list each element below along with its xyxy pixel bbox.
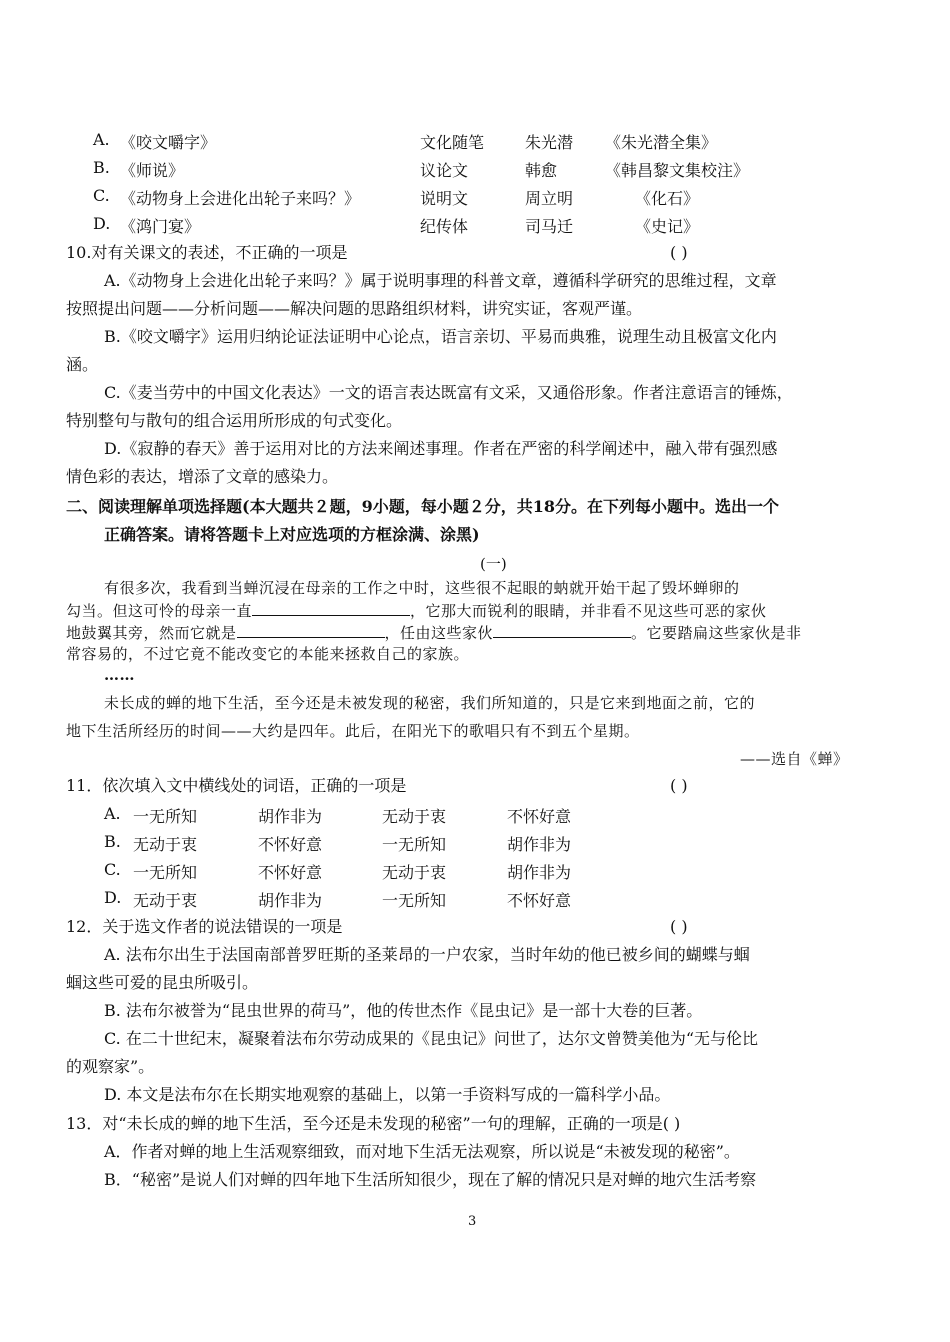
option-word: 胡作非为 bbox=[507, 835, 572, 854]
option-label: C. bbox=[104, 860, 121, 879]
work-source: 《史记》 bbox=[635, 217, 700, 236]
work-source: 《朱光潜全集》 bbox=[605, 133, 718, 152]
option-line: A．作者对蝉的地上生活观察细致，而对地下生活无法观察，所以说是“未被发现的秘密”。 bbox=[104, 1142, 740, 1161]
answer-parentheses: ( ) bbox=[670, 917, 688, 936]
question-stem: 11．依次填入文中横线处的词语，正确的一项是 bbox=[66, 776, 407, 795]
part-label: (一) bbox=[480, 555, 507, 573]
option-line: 涵。 bbox=[66, 355, 99, 374]
option-word: 不怀好意 bbox=[507, 807, 572, 826]
work-author: 韩愈 bbox=[525, 161, 558, 180]
fill-blank-2 bbox=[237, 622, 385, 638]
work-source: 《韩昌黎文集校注》 bbox=[605, 161, 750, 180]
answer-parentheses: ( ) bbox=[670, 243, 688, 262]
option-label: C. bbox=[93, 186, 110, 205]
option-line: 情色彩的表达，增添了文章的感染力。 bbox=[66, 467, 339, 486]
work-genre: 文化随笔 bbox=[420, 133, 485, 152]
option-word: 胡作非为 bbox=[258, 807, 323, 826]
option-word: 胡作非为 bbox=[258, 891, 323, 910]
option-label: A. bbox=[93, 130, 110, 149]
option-line: A. 法布尔出生于法国南部普罗旺斯的圣莱昂的一户农家，当时年幼的他已被乡间的蝴蝶与蝈 bbox=[104, 945, 750, 964]
passage-line: 有很多次，我看到当蝉沉浸在母亲的工作之中时，这些很不起眼的蚋就开始干起了毁坏蝉卵的 bbox=[104, 579, 740, 597]
work-title: 《动物身上会进化出轮子来吗？》 bbox=[120, 189, 361, 208]
option-line: D.《寂静的春天》善于运用对比的方法来阐述事理。作者在严密的科学阐述中，融入带有强烈感 bbox=[104, 439, 778, 458]
option-label: B. bbox=[93, 158, 110, 177]
option-word: 无动于衷 bbox=[382, 863, 447, 882]
option-label: B. bbox=[104, 832, 121, 851]
option-line: 特别整句与散句的组合运用所形成的句式变化。 bbox=[66, 411, 403, 430]
option-line: D. 本文是法布尔在长期实地观察的基础上，以第一手资料写成的一篇科学小品。 bbox=[104, 1085, 671, 1104]
work-title: 《咬文嚼字》 bbox=[120, 133, 217, 152]
section-heading-line: 二、阅读理解单项选择题(本大题共２题，9小题，每小题２分，共18分。在下列每小题中。选出一个 bbox=[66, 497, 779, 516]
passage-source: ——选自《蝉》 bbox=[740, 750, 849, 768]
passage-text: 。它要踏扁这些家伙是非 bbox=[631, 624, 802, 642]
option-label: A. bbox=[104, 804, 121, 823]
option-line: 蝈这些可爱的昆虫所吸引。 bbox=[66, 973, 259, 992]
passage-line: 常容易的，不过它竟不能改变它的本能来拯救自己的家族。 bbox=[66, 645, 470, 663]
option-label: D. bbox=[93, 214, 111, 233]
work-title: 《师说》 bbox=[120, 161, 185, 180]
passage-line-with-blank bbox=[66, 600, 767, 621]
passage-line: 未长成的蝉的地下生活，至今还是未被发现的秘密，我们所知道的，只是它来到地面之前，它的 bbox=[104, 694, 756, 712]
option-word: 一无所知 bbox=[382, 835, 447, 854]
work-genre: 议论文 bbox=[420, 161, 469, 180]
option-line: B．“秘密”是说人们对蝉的四年地下生活所知很少，现在了解的情况只是对蝉的地穴生活考察 bbox=[104, 1170, 757, 1189]
passage-text: ，任由这些家伙 bbox=[384, 624, 494, 642]
option-line: B. 法布尔被誉为“昆虫世界的荷马”，他的传世杰作《昆虫记》是一部十大卷的巨著。 bbox=[104, 1001, 703, 1020]
work-source: 《化石》 bbox=[635, 189, 700, 208]
question-stem: 10.对有关课文的表述，不正确的一项是 bbox=[66, 243, 348, 262]
option-word: 一无所知 bbox=[133, 807, 198, 826]
question-stem: 13．对“未长成的蝉的地下生活，至今还是未发现的秘密”一句的理解，正确的一项是( ) bbox=[66, 1114, 681, 1133]
option-word: 不怀好意 bbox=[258, 835, 323, 854]
section-heading-line: 正确答案。请将答题卡上对应选项的方框涂满、涂黑) bbox=[104, 525, 480, 544]
fill-blank-1 bbox=[252, 600, 410, 616]
option-word: 胡作非为 bbox=[507, 863, 572, 882]
passage-text: 勾当。但这可怜的母亲一直 bbox=[66, 602, 253, 620]
passage-line: 地下生活所经历的时间——大约是四年。此后，在阳光下的歌唱只有不到五个星期。 bbox=[66, 722, 640, 740]
option-word: 无动于衷 bbox=[133, 835, 198, 854]
work-author: 司马迁 bbox=[525, 217, 574, 236]
passage-text: ，它那大而锐利的眼睛，并非看不见这些可恶的家伙 bbox=[410, 602, 767, 620]
option-line: C. 在二十世纪末，凝聚着法布尔劳动成果的《昆虫记》问世了，达尔文曾赞美他为“无与伦比 bbox=[104, 1029, 759, 1048]
fill-blank-3 bbox=[493, 622, 631, 638]
option-line: 按照提出问题——分析问题——解决问题的思路组织材料，讲究实证，客观严谨。 bbox=[66, 299, 643, 318]
answer-parentheses: ( ) bbox=[670, 776, 688, 795]
option-label: D. bbox=[104, 888, 122, 907]
work-title: 《鸿门宴》 bbox=[120, 217, 201, 236]
passage-ellipsis: …… bbox=[104, 666, 135, 684]
option-line: 的观察家”。 bbox=[66, 1057, 155, 1076]
work-author: 朱光潜 bbox=[525, 133, 574, 152]
page-number: 3 bbox=[468, 1214, 477, 1229]
option-word: 无动于衷 bbox=[382, 807, 447, 826]
work-genre: 纪传体 bbox=[420, 217, 469, 236]
option-word: 一无所知 bbox=[133, 863, 198, 882]
option-word: 不怀好意 bbox=[258, 863, 323, 882]
option-line: A.《动物身上会进化出轮子来吗？》属于说明事理的科普文章，遵循科学研究的思维过程，文章 bbox=[104, 271, 777, 290]
option-word: 一无所知 bbox=[382, 891, 447, 910]
question-stem: 12．关于选文作者的说法错误的一项是 bbox=[66, 917, 343, 936]
option-word: 无动于衷 bbox=[133, 891, 198, 910]
option-line: C.《麦当劳中的中国文化表达》一文的语言表达既富有文采，又通俗形象。作者注意语言的锤炼， bbox=[104, 383, 793, 402]
work-genre: 说明文 bbox=[420, 189, 469, 208]
option-line: B.《咬文嚼字》运用归纳论证法证明中心论点，语言亲切、平易而典雅，说理生动且极富文化内 bbox=[104, 327, 777, 346]
passage-text: 地鼓翼其旁，然而它就是 bbox=[66, 624, 237, 642]
option-word: 不怀好意 bbox=[507, 891, 572, 910]
work-author: 周立明 bbox=[525, 189, 574, 208]
passage-line-with-blank bbox=[66, 622, 802, 643]
